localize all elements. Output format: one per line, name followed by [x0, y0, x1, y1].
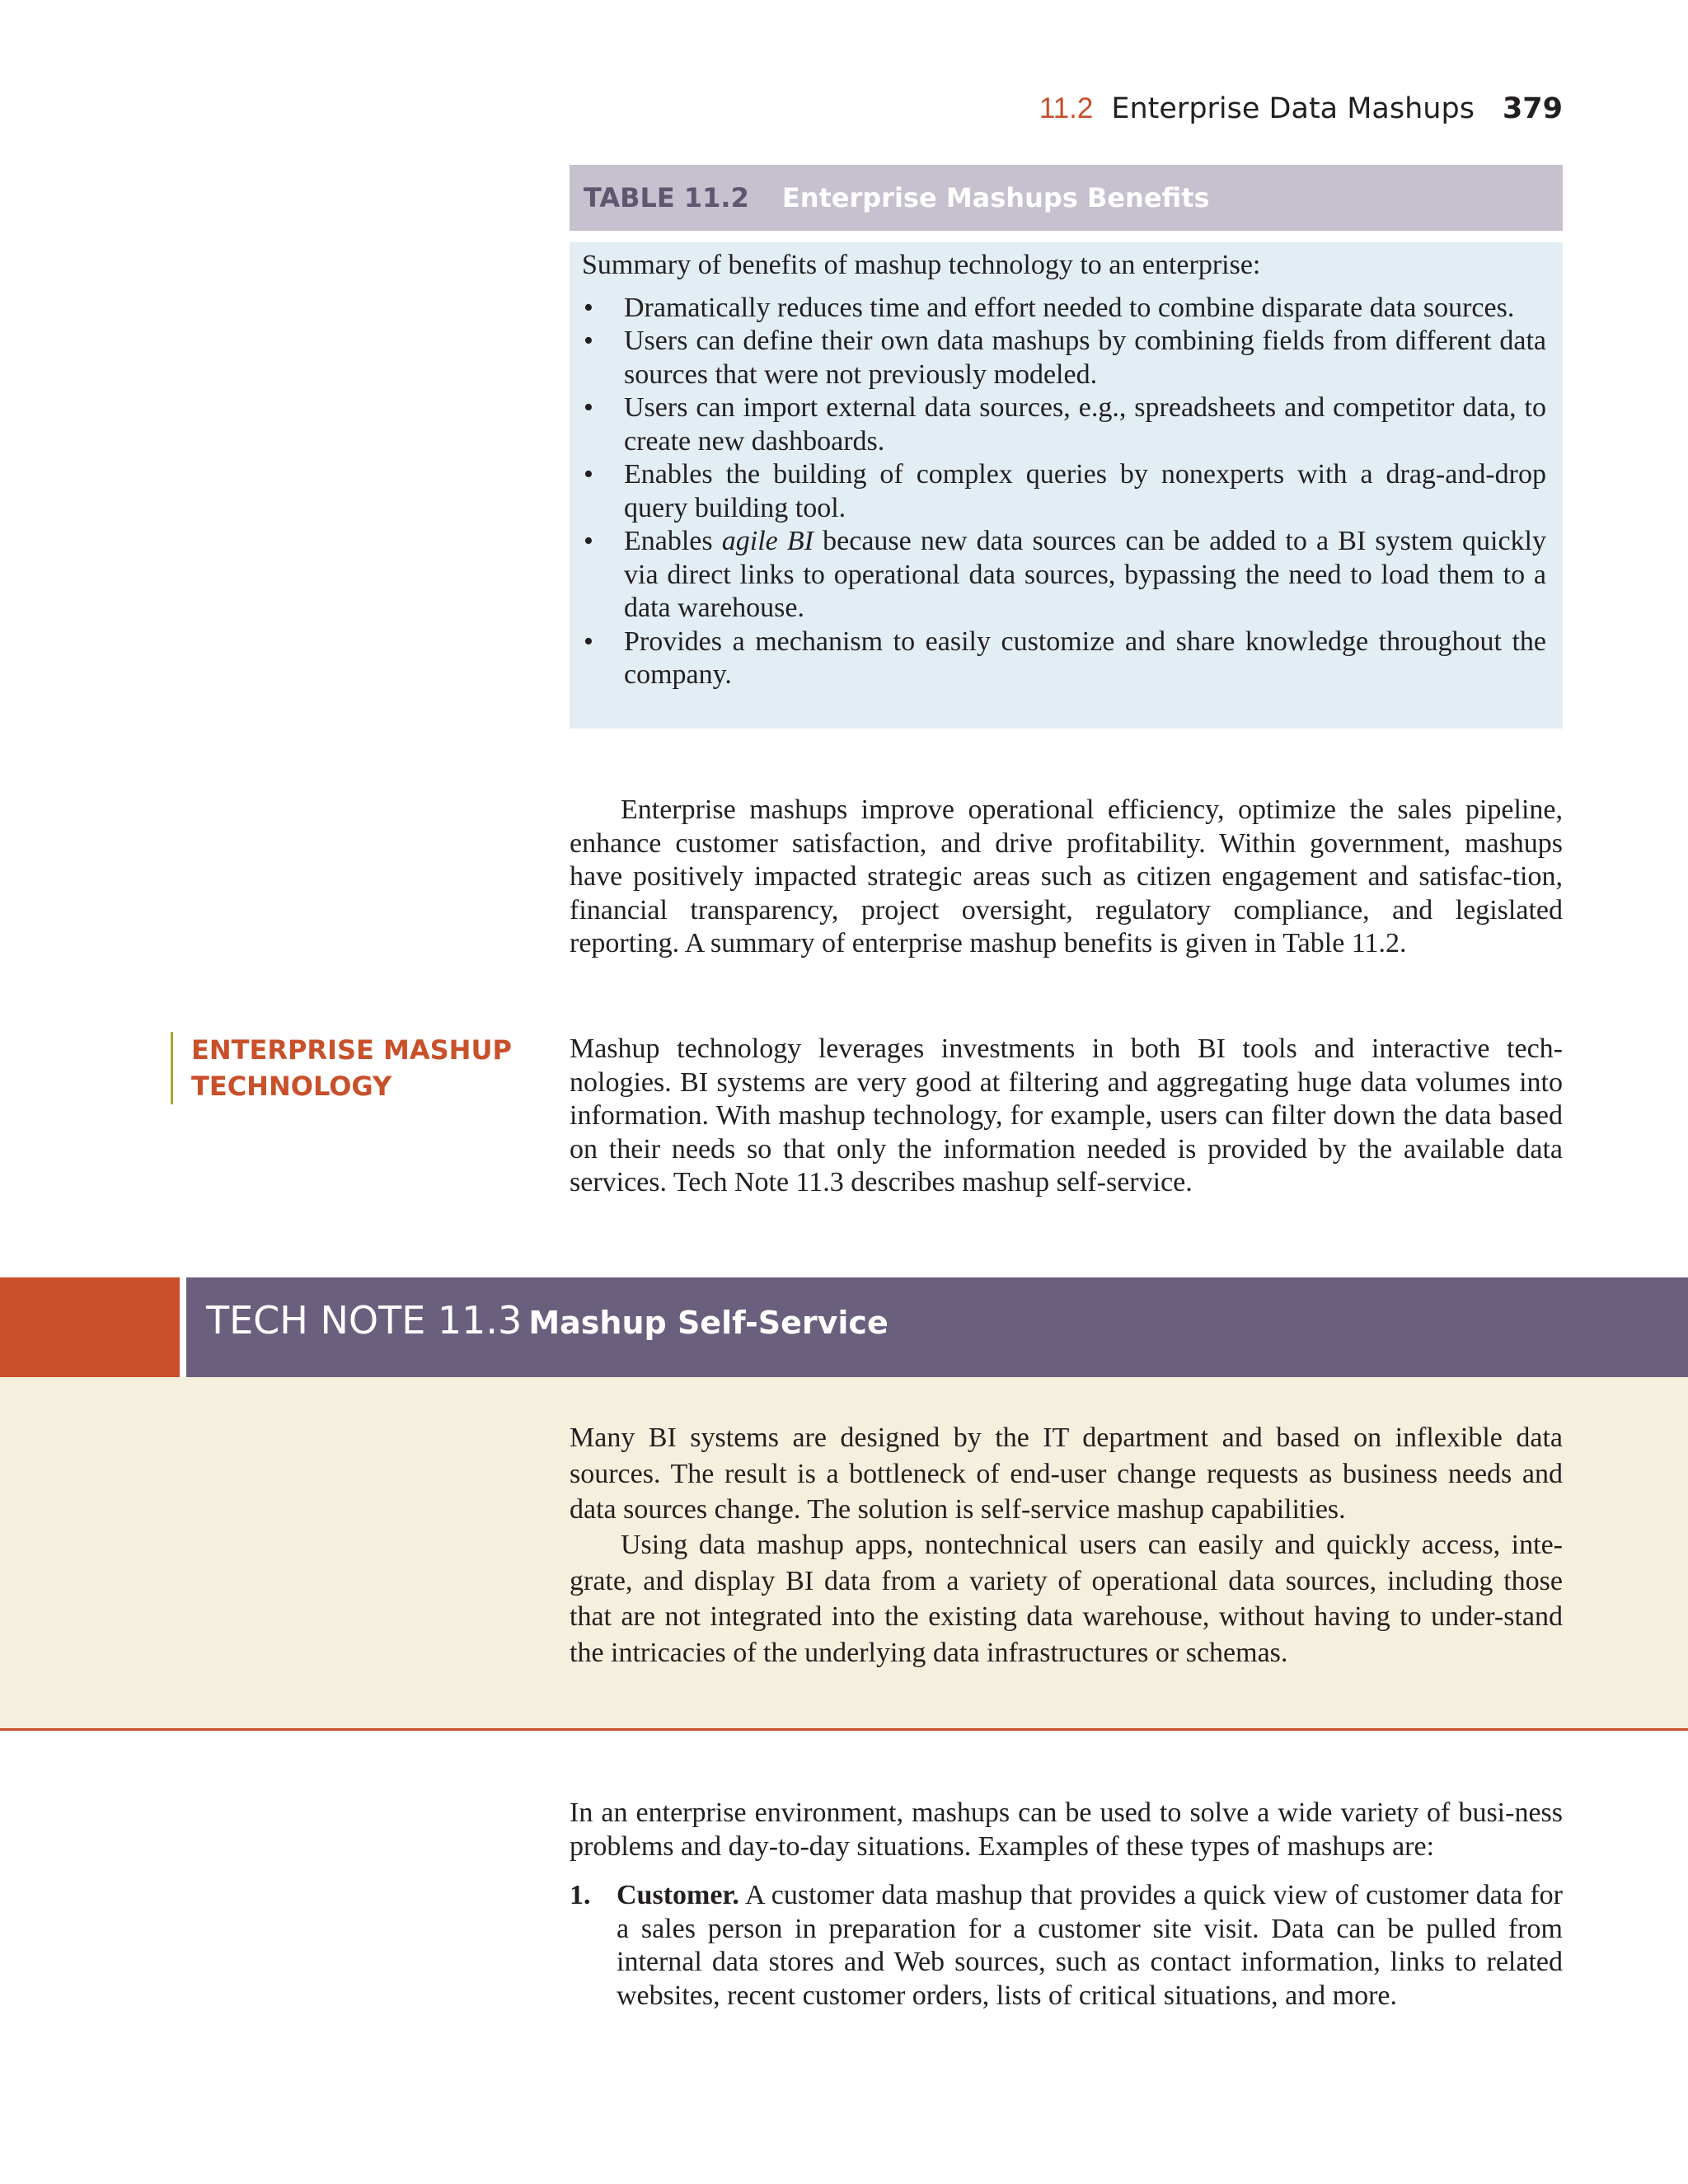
- table-caption: Enterprise Mashups Benefits: [781, 182, 1210, 213]
- body-paragraph: In an enterprise environment, mashups can be used to solve a wide variety of busi-ness problems and day-to-day situations. Examples of these types of mashups are:: [570, 1797, 1563, 1862]
- benefit-item: • Dramatically reduces time and effort needed to combine disparate data sources.: [582, 292, 1546, 326]
- list-term: Customer.: [617, 1880, 739, 1910]
- section-title: Enterprise Data Mashups: [1111, 92, 1475, 125]
- margin-heading-line: TECHNOLOGY: [191, 1071, 392, 1102]
- body-paragraph: Mashup technology leverages investments in both BI tools and interactive tech-nologies. BI systems are very good at filtering and aggregating huge data volumes into information. With mashup technology, for example, users can filter down the data based on their needs so that only the information needed is provided by the available data services. Tech Note 11.3 describes mashup self-service.: [570, 1033, 1563, 1197]
- benefit-item: • Users can define their own data mashups by combining fields from different data sources that were not previously modeled.: [582, 325, 1546, 391]
- benefit-text: Enables: [624, 526, 722, 556]
- tech-note-paragraph: Many BI systems are designed by the IT department and based on inflexible data sources. The result is a bottleneck of end-user change requests as business needs and data sources change. The solution is self-service mashup capabilities.: [570, 1422, 1563, 1525]
- tech-note-title: [206, 1298, 889, 1343]
- benefit-item: • Provides a mechanism to easily customize and share knowledge throughout the company.: [582, 626, 1546, 692]
- benefit-item: • Enables the building of complex queries by nonexperts with a drag-and-drop query building tool.: [582, 458, 1546, 525]
- tech-note-paragraph: Using data mashup apps, nontechnical users can easily and quickly access, inte-grate, and display BI data from a variety of operational data sources, including those that are not integrated into the existing data warehouse, without having to under-stand the intricacies of the underlying data infrastructures or schemas.: [570, 1530, 1563, 1668]
- section-number: 11.2: [1039, 92, 1094, 124]
- benefit-item: [582, 525, 1546, 626]
- table-header: [570, 165, 1563, 231]
- tech-note-heading: Mashup Self-Service: [528, 1305, 889, 1341]
- body-paragraph: Enterprise mashups improve operational efficiency, optimize the sales pipeline, enhance customer satisfaction, and drive profitability. Within government, mashups have positively impacted strategic areas such as citizen engagement and satisfac-tion, financial transparency, project oversight, regulatory compliance, and legislated reporting. A summary of enterprise mashup benefits is given in Table 11.2.: [570, 794, 1563, 958]
- benefits-list: [582, 292, 1546, 692]
- table-body: [570, 242, 1563, 729]
- agile-bi-term: agile BI: [721, 526, 814, 556]
- table-label: TABLE 11.2: [584, 182, 749, 213]
- page-number: 379: [1502, 92, 1563, 125]
- running-header: [1039, 92, 1563, 125]
- table-intro: Summary of benefits of mashup technology to an enterprise:: [582, 250, 1261, 280]
- list-item: [570, 1879, 1563, 2013]
- tech-note-body: [0, 1377, 1688, 1731]
- list-number: 1.: [570, 1880, 591, 1910]
- margin-heading-line: ENTERPRISE MASHUP: [191, 1034, 512, 1066]
- banner-accent: [0, 1277, 180, 1377]
- margin-heading: [171, 1032, 512, 1104]
- tech-note-label: TECH NOTE 11.3: [206, 1298, 523, 1343]
- benefit-text: because new data sources can be added to a BI system quickly via direct links to operational data sources, bypassing the need to load them to a data warehouse.: [624, 526, 1546, 623]
- list-text: A customer data mashup that provides a quick view of customer data for a sales person in preparation for a customer site visit. Data can be pulled from internal data stores and Web sources, such as contact information, links to related websites, recent customer orders, lists of critical situations, and more.: [617, 1880, 1563, 2011]
- benefit-item: • Users can import external data sources, e.g., spreadsheets and competitor data, to create new dashboards.: [582, 391, 1546, 458]
